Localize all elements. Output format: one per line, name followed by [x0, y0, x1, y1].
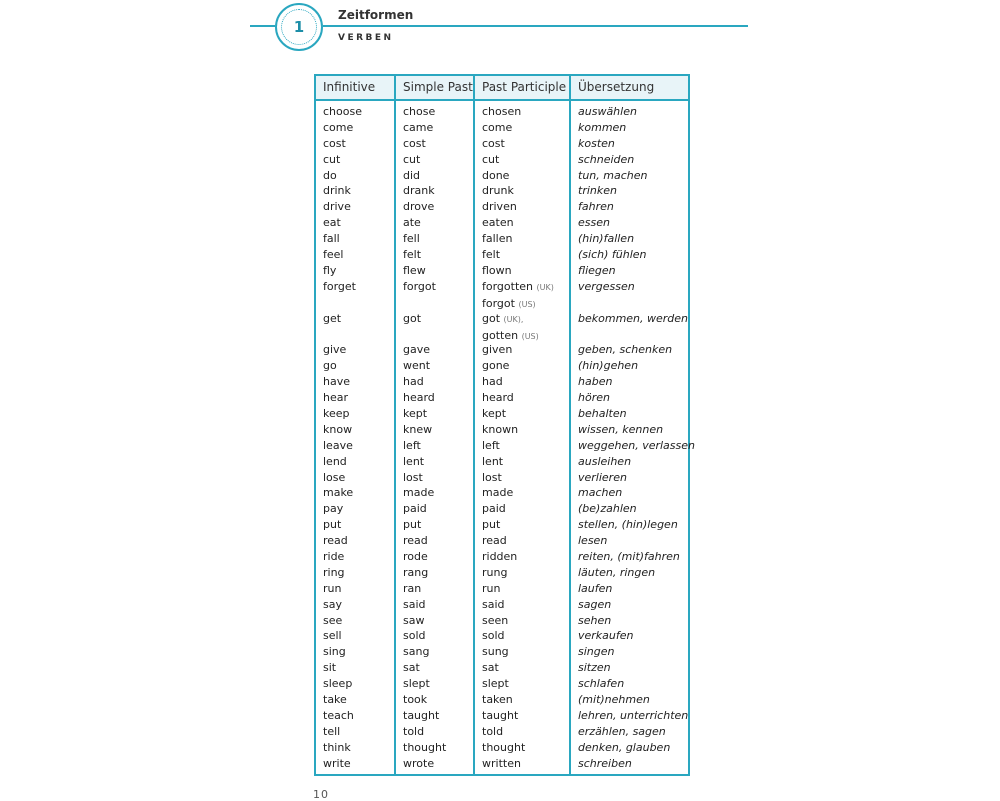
simple-past-cell: cost	[403, 136, 426, 150]
past-participle-form: sung	[482, 645, 509, 659]
infinitive-cell: eat	[323, 216, 341, 230]
table-row	[316, 549, 688, 565]
infinitive-cell: run	[323, 581, 342, 595]
simple-past-cell: sold	[403, 629, 426, 643]
simple-past-cell: sang	[403, 645, 430, 659]
infinitive-cell: come	[323, 120, 354, 134]
simple-past-cell: told	[403, 724, 425, 738]
past-participle-cell	[482, 676, 509, 692]
past-participle-form: rung	[482, 565, 508, 579]
table-row	[316, 120, 688, 136]
simple-past-cell: gave	[403, 343, 431, 357]
table-row	[316, 501, 688, 517]
past-participle-cell	[482, 358, 509, 374]
simple-past-cell: did	[403, 168, 421, 182]
translation-cell: schreiben	[578, 756, 632, 770]
infinitive-cell: sing	[323, 645, 346, 659]
table-row	[316, 358, 688, 374]
past-participle-cell	[482, 597, 505, 613]
infinitive-cell: hear	[323, 391, 349, 405]
table-row	[316, 279, 688, 311]
translation-cell: läuten, ringen	[578, 565, 656, 579]
past-participle-cell	[482, 279, 554, 313]
table-row	[316, 676, 688, 692]
infinitive-cell: say	[323, 597, 342, 611]
infinitive-cell: drink	[323, 184, 351, 198]
translation-cell: sagen	[578, 597, 612, 611]
simple-past-cell: had	[403, 375, 424, 389]
past-participle-form: lost	[482, 470, 502, 484]
section-subtitle: VERBEN	[338, 33, 394, 43]
past-participle-form: told	[482, 724, 504, 738]
translation-cell: sitzen	[578, 661, 611, 675]
past-participle-cell	[482, 342, 512, 358]
past-participle-form: cut	[482, 152, 500, 166]
past-participle-form: got	[482, 311, 501, 325]
translation-cell: kosten	[578, 136, 615, 150]
translation-cell: stellen, (hin)legen	[578, 518, 678, 532]
infinitive-cell: feel	[323, 248, 344, 262]
simple-past-cell: cut	[403, 152, 421, 166]
translation-cell: fliegen	[578, 263, 616, 277]
translation-cell: (hin)fallen	[578, 232, 635, 246]
infinitive-cell: lose	[323, 470, 346, 484]
past-participle-form: thought	[482, 740, 526, 754]
past-participle-form: drunk	[482, 184, 514, 198]
past-participle-form: heard	[482, 391, 514, 405]
infinitive-cell: sell	[323, 629, 342, 643]
infinitive-cell: keep	[323, 406, 350, 420]
simple-past-cell: flew	[403, 263, 426, 277]
translation-cell: lehren, unterrichten	[578, 708, 689, 722]
past-participle-cell	[482, 756, 521, 772]
table-row	[316, 485, 688, 501]
past-participle-form: sat	[482, 661, 499, 675]
translation-cell: tun, machen	[578, 168, 648, 182]
translation-cell: verkaufen	[578, 629, 634, 643]
translation-cell: lesen	[578, 534, 608, 548]
table-row	[316, 644, 688, 660]
past-participle-form: left	[482, 438, 500, 452]
header-rule-right	[323, 25, 748, 27]
table-row	[316, 247, 688, 263]
simple-past-cell: forgot	[403, 279, 436, 293]
infinitive-cell: put	[323, 518, 342, 532]
simple-past-cell: kept	[403, 406, 428, 420]
infinitive-cell: go	[323, 359, 337, 373]
past-participle-cell	[482, 406, 506, 422]
translation-cell: bekommen, werden	[578, 311, 689, 325]
simple-past-cell: chose	[403, 105, 436, 118]
past-participle-form: forgot	[482, 296, 515, 310]
simple-past-cell: drank	[403, 184, 435, 198]
table-row	[316, 724, 688, 740]
simple-past-cell: slept	[403, 677, 430, 691]
simple-past-cell: paid	[403, 502, 427, 516]
translation-cell: verlieren	[578, 470, 627, 484]
past-participle-cell	[482, 263, 512, 279]
table-header-row	[316, 76, 688, 101]
infinitive-cell: see	[323, 613, 343, 627]
table-row	[316, 597, 688, 613]
past-participle-cell	[482, 724, 503, 740]
past-participle-form: known	[482, 422, 519, 436]
simple-past-cell: heard	[403, 391, 435, 405]
past-participle-form: kept	[482, 406, 507, 420]
column-header-infinitive: Infinitive	[323, 80, 376, 94]
verb-table	[314, 74, 695, 776]
simple-past-cell: made	[403, 486, 435, 500]
translation-cell: vergessen	[578, 279, 635, 293]
past-participle-form: ridden	[482, 549, 518, 563]
past-participle-cell	[482, 549, 517, 565]
table-row	[316, 215, 688, 231]
past-participle-form: eaten	[482, 216, 514, 230]
chapter-badge	[275, 3, 323, 51]
translation-cell: reiten, (mit)fahren	[578, 549, 680, 563]
past-participle-cell	[482, 183, 514, 199]
translation-cell: haben	[578, 375, 613, 389]
translation-cell: laufen	[578, 581, 613, 595]
table-row	[316, 152, 688, 168]
table-row	[316, 199, 688, 215]
infinitive-cell: have	[323, 375, 350, 389]
simple-past-cell: fell	[403, 232, 420, 246]
translation-cell: sehen	[578, 613, 612, 627]
translation-cell: denken, glauben	[578, 740, 671, 754]
simple-past-cell: saw	[403, 613, 425, 627]
translation-cell: behalten	[578, 406, 627, 420]
translation-cell: erzählen, sagen	[578, 724, 666, 738]
past-participle-form: done	[482, 168, 510, 182]
table-row	[316, 104, 688, 120]
past-participle-cell	[482, 517, 500, 533]
infinitive-cell: think	[323, 740, 351, 754]
past-participle-form: had	[482, 375, 503, 389]
past-participle-cell	[482, 390, 514, 406]
column-header-past-participle: Past Participle	[482, 80, 567, 94]
past-participle-form: chosen	[482, 105, 522, 118]
past-participle-form: taken	[482, 692, 513, 706]
simple-past-cell: drove	[403, 200, 435, 214]
past-participle-form: flown	[482, 263, 512, 277]
infinitive-cell: take	[323, 692, 347, 706]
translation-cell: kommen	[578, 120, 627, 134]
simple-past-cell: rang	[403, 565, 429, 579]
table-row	[316, 406, 688, 422]
simple-past-cell: came	[403, 120, 434, 134]
past-participle-cell	[482, 438, 500, 454]
region-note: (US)	[521, 331, 539, 341]
simple-past-cell: said	[403, 597, 426, 611]
simple-past-cell: wrote	[403, 756, 435, 770]
past-participle-cell	[482, 454, 503, 470]
past-participle-cell	[482, 501, 506, 517]
translation-cell: wissen, kennen	[578, 422, 664, 436]
table-row	[316, 740, 688, 756]
past-participle-form: run	[482, 581, 501, 595]
past-participle-form: put	[482, 518, 501, 532]
past-participle-cell	[482, 613, 508, 629]
translation-cell: hören	[578, 391, 610, 405]
past-participle-form: gotten	[482, 328, 519, 342]
table-row	[316, 168, 688, 184]
translation-cell: (be)zahlen	[578, 502, 637, 516]
past-participle-cell	[482, 311, 539, 345]
past-participle-form: given	[482, 343, 513, 357]
table-row	[316, 231, 688, 247]
infinitive-cell: sit	[323, 661, 337, 675]
past-participle-cell	[482, 628, 505, 644]
region-note: (US)	[518, 299, 536, 309]
past-participle-form: lent	[482, 454, 504, 468]
past-participle-cell	[482, 485, 513, 501]
past-participle-cell	[482, 168, 509, 184]
region-note: (UK),	[503, 314, 524, 324]
infinitive-cell: pay	[323, 502, 344, 516]
infinitive-cell: fly	[323, 263, 337, 277]
translation-cell: fahren	[578, 200, 614, 214]
past-participle-form: paid	[482, 502, 506, 516]
past-participle-cell	[482, 199, 517, 215]
past-participle-cell	[482, 470, 502, 486]
past-participle-cell	[482, 533, 507, 549]
past-participle-cell	[482, 581, 500, 597]
simple-past-cell: rode	[403, 549, 428, 563]
past-participle-cell	[482, 660, 499, 676]
table-row	[316, 390, 688, 406]
infinitive-cell: get	[323, 311, 342, 325]
infinitive-cell: do	[323, 168, 337, 182]
translation-cell: (hin)gehen	[578, 359, 639, 373]
table-row	[316, 628, 688, 644]
translation-cell: machen	[578, 486, 623, 500]
table-row	[316, 422, 688, 438]
past-participle-cell	[482, 692, 513, 708]
table-row	[316, 613, 688, 629]
table-row	[316, 565, 688, 581]
infinitive-cell: teach	[323, 708, 354, 722]
simple-past-cell: went	[403, 359, 431, 373]
infinitive-cell: cost	[323, 136, 346, 150]
past-participle-form: cost	[482, 136, 505, 150]
column-header-translation: Übersetzung	[578, 80, 655, 94]
infinitive-cell: tell	[323, 724, 341, 738]
header-rule-left	[250, 25, 275, 27]
chapter-number: 1	[281, 9, 317, 45]
past-participle-cell	[482, 247, 500, 263]
table-row	[316, 438, 695, 454]
simple-past-cell: lost	[403, 470, 423, 484]
past-participle-form: seen	[482, 613, 509, 627]
simple-past-cell: lent	[403, 454, 425, 468]
translation-cell: weggehen, verlassen	[578, 438, 695, 452]
simple-past-cell: took	[403, 692, 428, 706]
simple-past-cell: knew	[403, 422, 433, 436]
translation-cell: geben, schenken	[578, 343, 673, 357]
past-participle-cell	[482, 740, 525, 756]
translation-cell: (sich) fühlen	[578, 248, 647, 262]
past-participle-form: forgotten	[482, 279, 534, 293]
simple-past-cell: thought	[403, 740, 447, 754]
infinitive-cell: read	[323, 534, 348, 548]
past-participle-cell	[482, 215, 514, 231]
infinitive-cell: write	[323, 756, 351, 770]
past-participle-form: come	[482, 120, 513, 134]
infinitive-cell: make	[323, 486, 354, 500]
infinitive-cell: ride	[323, 549, 345, 563]
past-participle-cell	[482, 136, 505, 152]
table-row	[316, 756, 688, 772]
translation-cell: singen	[578, 645, 615, 659]
infinitive-cell: ring	[323, 565, 345, 579]
simple-past-cell: felt	[403, 248, 422, 262]
page-number: 10	[313, 788, 329, 801]
simple-past-cell: ate	[403, 216, 421, 230]
table-row	[316, 581, 688, 597]
infinitive-cell: lend	[323, 454, 347, 468]
infinitive-cell: forget	[323, 279, 356, 293]
table-row	[316, 517, 688, 533]
past-participle-form: driven	[482, 200, 517, 214]
past-participle-form: felt	[482, 248, 501, 262]
table-row	[316, 470, 688, 486]
past-participle-form: gone	[482, 359, 510, 373]
table-row	[316, 311, 688, 343]
infinitive-cell: fall	[323, 232, 340, 246]
translation-cell: schneiden	[578, 152, 635, 166]
simple-past-cell: left	[403, 438, 421, 452]
infinitive-cell: sleep	[323, 677, 353, 691]
simple-past-cell: got	[403, 311, 422, 325]
simple-past-cell: read	[403, 534, 428, 548]
past-participle-cell	[482, 231, 512, 247]
page-header	[0, 0, 1000, 60]
simple-past-cell: ran	[403, 581, 422, 595]
simple-past-cell: taught	[403, 708, 440, 722]
table-row	[316, 263, 688, 279]
past-participle-form: slept	[482, 677, 509, 691]
column-header-simple-past: Simple Past	[403, 80, 473, 94]
infinitive-cell: cut	[323, 152, 341, 166]
past-participle-cell	[482, 104, 521, 120]
past-participle-form: fallen	[482, 232, 513, 246]
translation-cell: ausleihen	[578, 454, 632, 468]
table-row	[316, 692, 688, 708]
translation-cell: essen	[578, 216, 610, 230]
translation-cell: (mit)nehmen	[578, 692, 650, 706]
translation-cell: trinken	[578, 184, 617, 198]
infinitive-cell: drive	[323, 200, 351, 214]
simple-past-cell: sat	[403, 661, 420, 675]
past-participle-form: made	[482, 486, 514, 500]
table-row	[316, 708, 688, 724]
past-participle-cell	[482, 644, 509, 660]
table-row	[316, 533, 688, 549]
infinitive-cell: know	[323, 422, 353, 436]
table-row	[316, 136, 688, 152]
translation-cell: schlafen	[578, 677, 625, 691]
table-row	[316, 374, 688, 390]
table-body	[316, 104, 695, 771]
past-participle-cell	[482, 152, 499, 168]
section-title: Zeitformen	[338, 8, 414, 22]
past-participle-form: said	[482, 597, 505, 611]
past-participle-form: taught	[482, 708, 519, 722]
simple-past-cell: put	[403, 518, 422, 532]
past-participle-form: read	[482, 534, 507, 548]
table-row	[316, 342, 688, 358]
past-participle-form: sold	[482, 629, 505, 643]
translation-cell: auswählen	[578, 105, 637, 118]
infinitive-cell: choose	[323, 105, 362, 118]
region-note: (UK)	[536, 282, 554, 292]
past-participle-cell	[482, 708, 518, 724]
past-participle-cell	[482, 374, 503, 390]
table-row	[316, 660, 688, 676]
table-row	[316, 183, 688, 199]
past-participle-cell	[482, 120, 512, 136]
table-row	[316, 454, 688, 470]
past-participle-cell	[482, 565, 507, 581]
past-participle-cell	[482, 422, 518, 438]
infinitive-cell: give	[323, 343, 347, 357]
past-participle-form: written	[482, 756, 521, 770]
infinitive-cell: leave	[323, 438, 353, 452]
